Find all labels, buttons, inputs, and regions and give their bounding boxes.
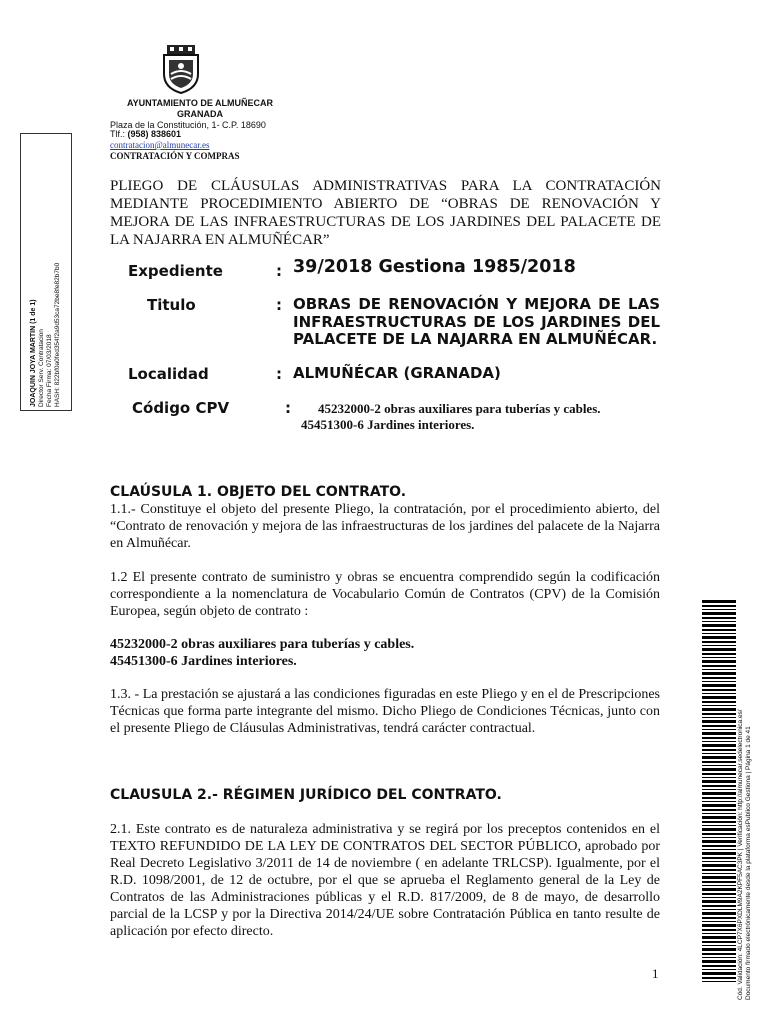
signer-name: JOAQUIN JOYA MARTIN (1 de 1) (30, 299, 37, 407)
phone-label: Tlf.: (110, 129, 125, 139)
verification-code: Cód. Validación: 4LCP7X6PXDLM9A2KPF5AC3PK | Verificación: http://almunecar.sedelectronica.es/ (737, 709, 744, 1000)
clause-1-heading: CLAÚSULA 1. OBJETO DEL CONTRATO. (110, 484, 407, 500)
localidad-colon: : (276, 365, 282, 383)
signature-hash: HASH: 822bf0a0fed354f2a9d53ca72be8fe82b7b0 (54, 262, 61, 407)
signature-text (30, 137, 62, 407)
cpv-colon: : (285, 399, 291, 417)
cpv-value-1: 45232000-2 obras auxiliares para tuberías y cables. (318, 401, 601, 416)
expediente-value: 39/2018 Gestiona 1985/2018 (293, 257, 576, 277)
clause-1-paragraph-2: 1.2 El presente contrato de suministro y obras se encuentra comprendido según la codificación correspondiente a la nomenclatura de Vocabulario Común de Contratos (CPV) de la Comisión Europea, según objeto de contrato : (110, 570, 660, 619)
clause-1-paragraph-1: 1.1.- Constituye el objeto del presente Pliego, la contratación, por el procedimiento abierto, del “Contrato de renovación y mejora de las infraestructuras de los jardines del palacete de la Najarra en Almuñécar. (110, 502, 660, 551)
org-name (110, 98, 290, 120)
clause-1-paragraph-3: 1.3. - La prestación se ajustará a las condiciones figuradas en este Pliego y en el de Prescripciones Técnicas que forma parte integrante del mismo. Dicho Pliego de Condiciones Técnicas, junto con el presente Pliego de Cláusulas Administrativas, tendrá carácter contractual. (110, 687, 660, 736)
expediente-colon: : (276, 262, 282, 280)
clause-1-cpv-1: 45232000-2 obras auxiliares para tuberías y cables. (110, 637, 415, 652)
titulo-value: OBRAS DE RENOVACIÓN Y MEJORA DE LAS INFRAESTRUCTURAS DE LOS JARDINES DEL PALACETE DE LA NAJARRA EN ALMUÑÉCAR. (293, 295, 660, 348)
contact-email-link[interactable]: contratacion@almunecar.es (110, 140, 210, 150)
verification-text (737, 560, 753, 1000)
org-phone-line (110, 129, 181, 140)
barcode-icon (702, 600, 736, 984)
cpv-label: Código CPV (132, 399, 230, 417)
org-name-text: AYUNTAMIENTO DE ALMUÑECAR (126, 98, 273, 108)
expediente-label: Expediente (128, 262, 223, 280)
phone-number: (958) 838601 (127, 129, 182, 139)
page-number: 1 (652, 966, 659, 981)
clause-1-cpv-2: 45451300-6 Jardines interiores. (110, 654, 297, 669)
clause-2-paragraph-1: 2.1. Este contrato es de naturaleza administrativa y se regirá por los preceptos contenidos en el TEXTO REFUNDIDO DE LA LEY DE CONTRATOS DEL SECTOR PÚBLICO, aprobado por Real Decreto Legislativo 3/2011 de 14 de noviembre ( en adelante TRLCSP). Igualmente, por el R.D. 1098/2001, de 12 de octubre, por el que se aprueba el Reglamento general de la Ley de Contratos de las Administraciones públicas y el R.D. 817/2009, de 8 de mayo, de desarrollo parcial de la LCSP y por la Directiva 2014/24/UE sobre Contratación Pública en tanto resulte de aplicación por efecto directo. (110, 822, 660, 939)
org-address: Plaza de la Constitución, 1- C.P. 18690 (110, 120, 266, 130)
signature-date: Fecha Firma: 07/03/2018 (46, 334, 53, 407)
localidad-label: Localidad (128, 365, 209, 383)
signer-role: Director Serv. Contratacion (38, 329, 45, 407)
document-title: PLIEGO DE CLÁUSULAS ADMINISTRATIVAS PARA LA CONTRATACIÓN MEDIANTE PROCEDIMIENTO ABIERTO DE “OBRAS DE RENOVACIÓN Y MEJORA DE LAS INFRAESTRUCTURAS DE LOS JARDINES DEL PALACETE DE LA NAJARRA EN ALMUÑÉCAR” (110, 178, 661, 248)
titulo-label: Titulo (147, 296, 196, 314)
localidad-value: ALMUÑÉCAR (GRANADA) (293, 364, 501, 382)
verification-platform: Documento firmado electrónicamente desde la plataforma esPublico Gestiona | Página 1 de 41 (745, 726, 752, 1000)
department-name: CONTRATACIÓN Y COMPRAS (110, 151, 240, 161)
org-province: GRANADA (177, 109, 223, 119)
cpv-value-2: 45451300-6 Jardines interiores. (301, 417, 475, 432)
clause-2-heading: CLAUSULA 2.- RÉGIMEN JURÍDICO DEL CONTRATO. (110, 787, 502, 803)
titulo-colon: : (276, 296, 282, 314)
coat-of-arms-icon (161, 44, 201, 94)
